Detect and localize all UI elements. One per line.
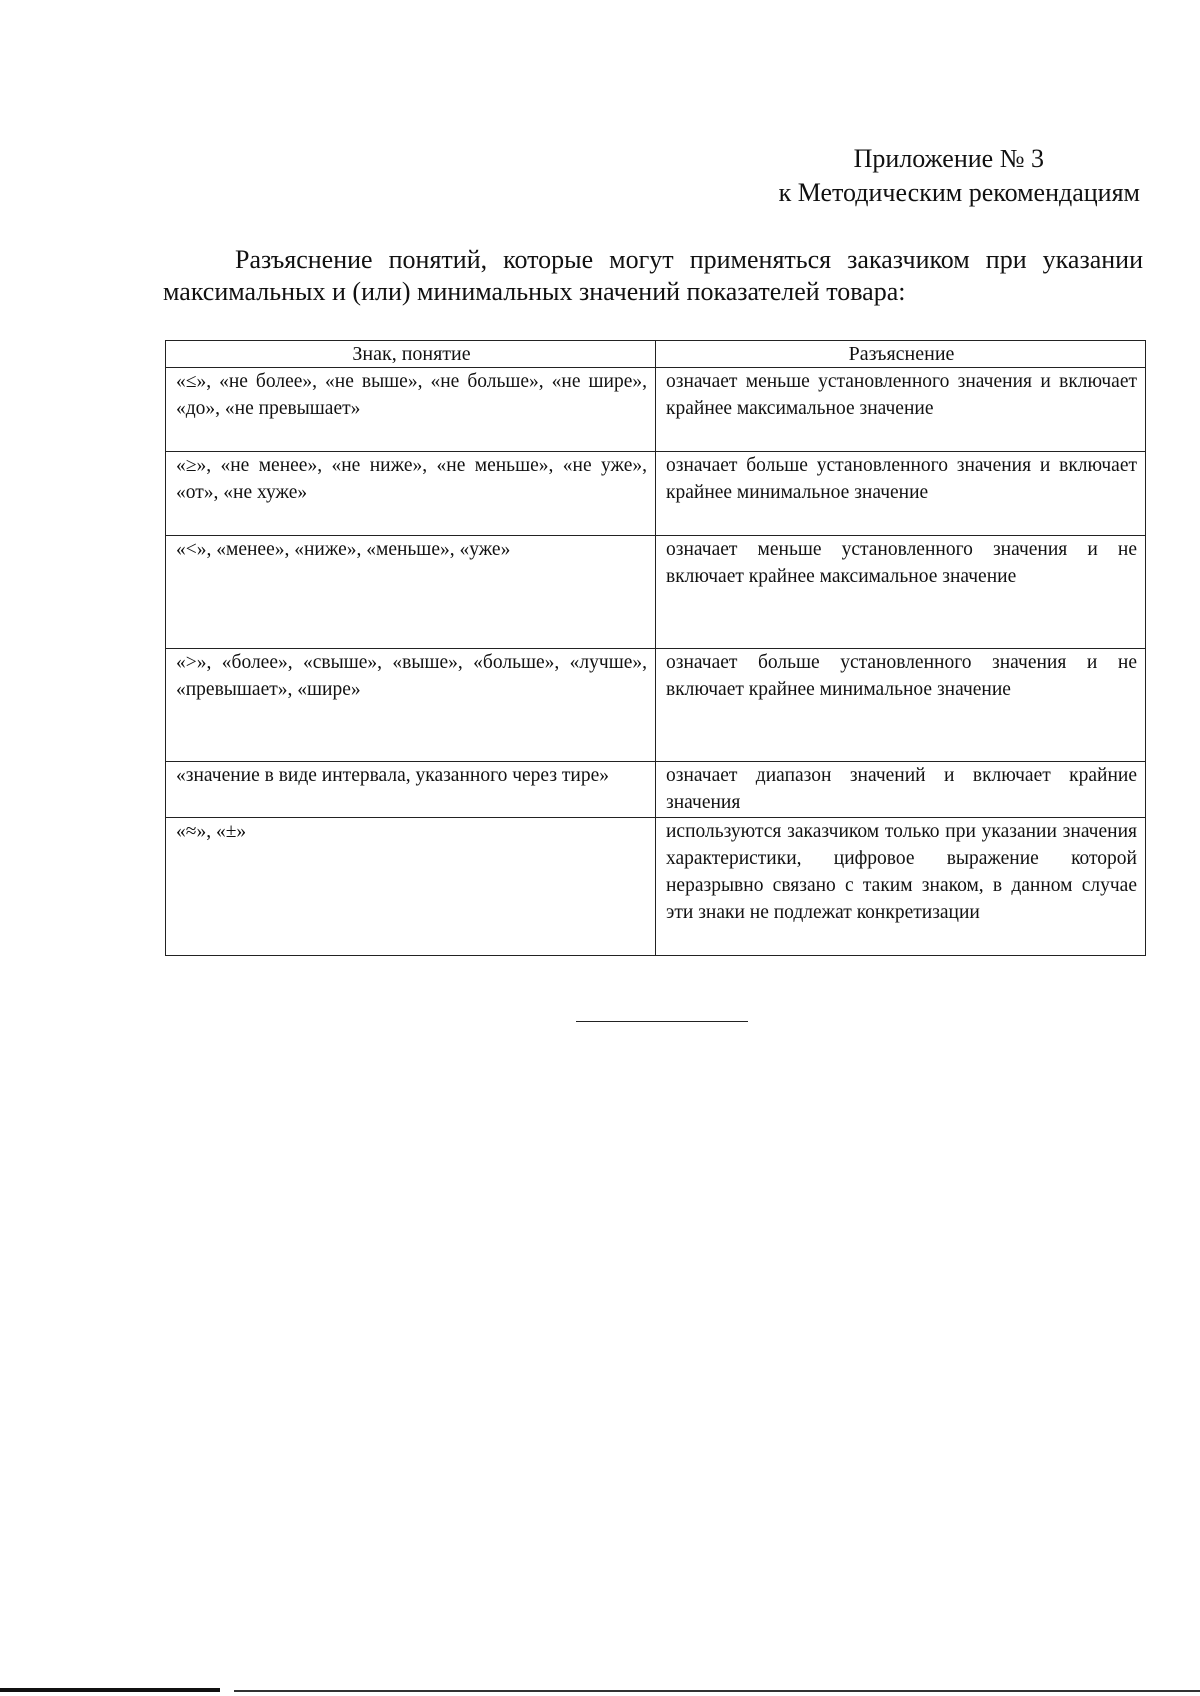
table-header-row: [166, 341, 1146, 368]
scan-edge-rule: [234, 1690, 1200, 1692]
appendix-number: Приложение № 3: [853, 144, 1044, 173]
explanation-cell: означает меньше установленного значения и не включает крайнее максимальное значение: [656, 536, 1146, 649]
table-row: [166, 762, 1146, 818]
definitions-table: [165, 340, 1146, 956]
intro-paragraph: Разъяснение понятий, которые могут применяться заказчиком при указании максимальных и (или) минимальных значений показателей товара:: [163, 245, 1143, 306]
explanation-cell: означает больше установленного значения и не включает крайнее минимальное значение: [656, 649, 1146, 762]
sign-cell: «≤», «не более», «не выше», «не больше», «не шире», «до», «не превышает»: [166, 368, 656, 452]
sign-cell: «значение в виде интервала, указанного через тире»: [166, 762, 656, 818]
column-header-sign: Знак, понятие: [166, 341, 656, 368]
table-row: [166, 452, 1146, 536]
table-row: [166, 649, 1146, 762]
end-of-document-rule: [576, 1021, 748, 1022]
appendix-to: к Методическим рекомендациям: [778, 178, 1140, 207]
scan-edge-rule: [0, 1688, 220, 1692]
appendix-header: [640, 142, 1140, 210]
sign-cell: «>», «более», «свыше», «выше», «больше», «лучше», «превышает», «шире»: [166, 649, 656, 762]
table-row: [166, 536, 1146, 649]
sign-cell: «≈», «±»: [166, 818, 656, 956]
table-row: [166, 368, 1146, 452]
table-row: [166, 818, 1146, 956]
explanation-cell: означает меньше установленного значения и включает крайнее максимальное значение: [656, 368, 1146, 452]
explanation-cell: используются заказчиком только при указании значения характеристики, цифровое выражение которой неразрывно связано с таким знаком, в данном случае эти знаки не подлежат конкретизации: [656, 818, 1146, 956]
column-header-explanation: Разъяснение: [656, 341, 1146, 368]
sign-cell: «≥», «не менее», «не ниже», «не меньше», «не уже», «от», «не хуже»: [166, 452, 656, 536]
explanation-cell: означает диапазон значений и включает крайние значения: [656, 762, 1146, 818]
explanation-cell: означает больше установленного значения и включает крайнее минимальное значение: [656, 452, 1146, 536]
sign-cell: «<», «менее», «ниже», «меньше», «уже»: [166, 536, 656, 649]
